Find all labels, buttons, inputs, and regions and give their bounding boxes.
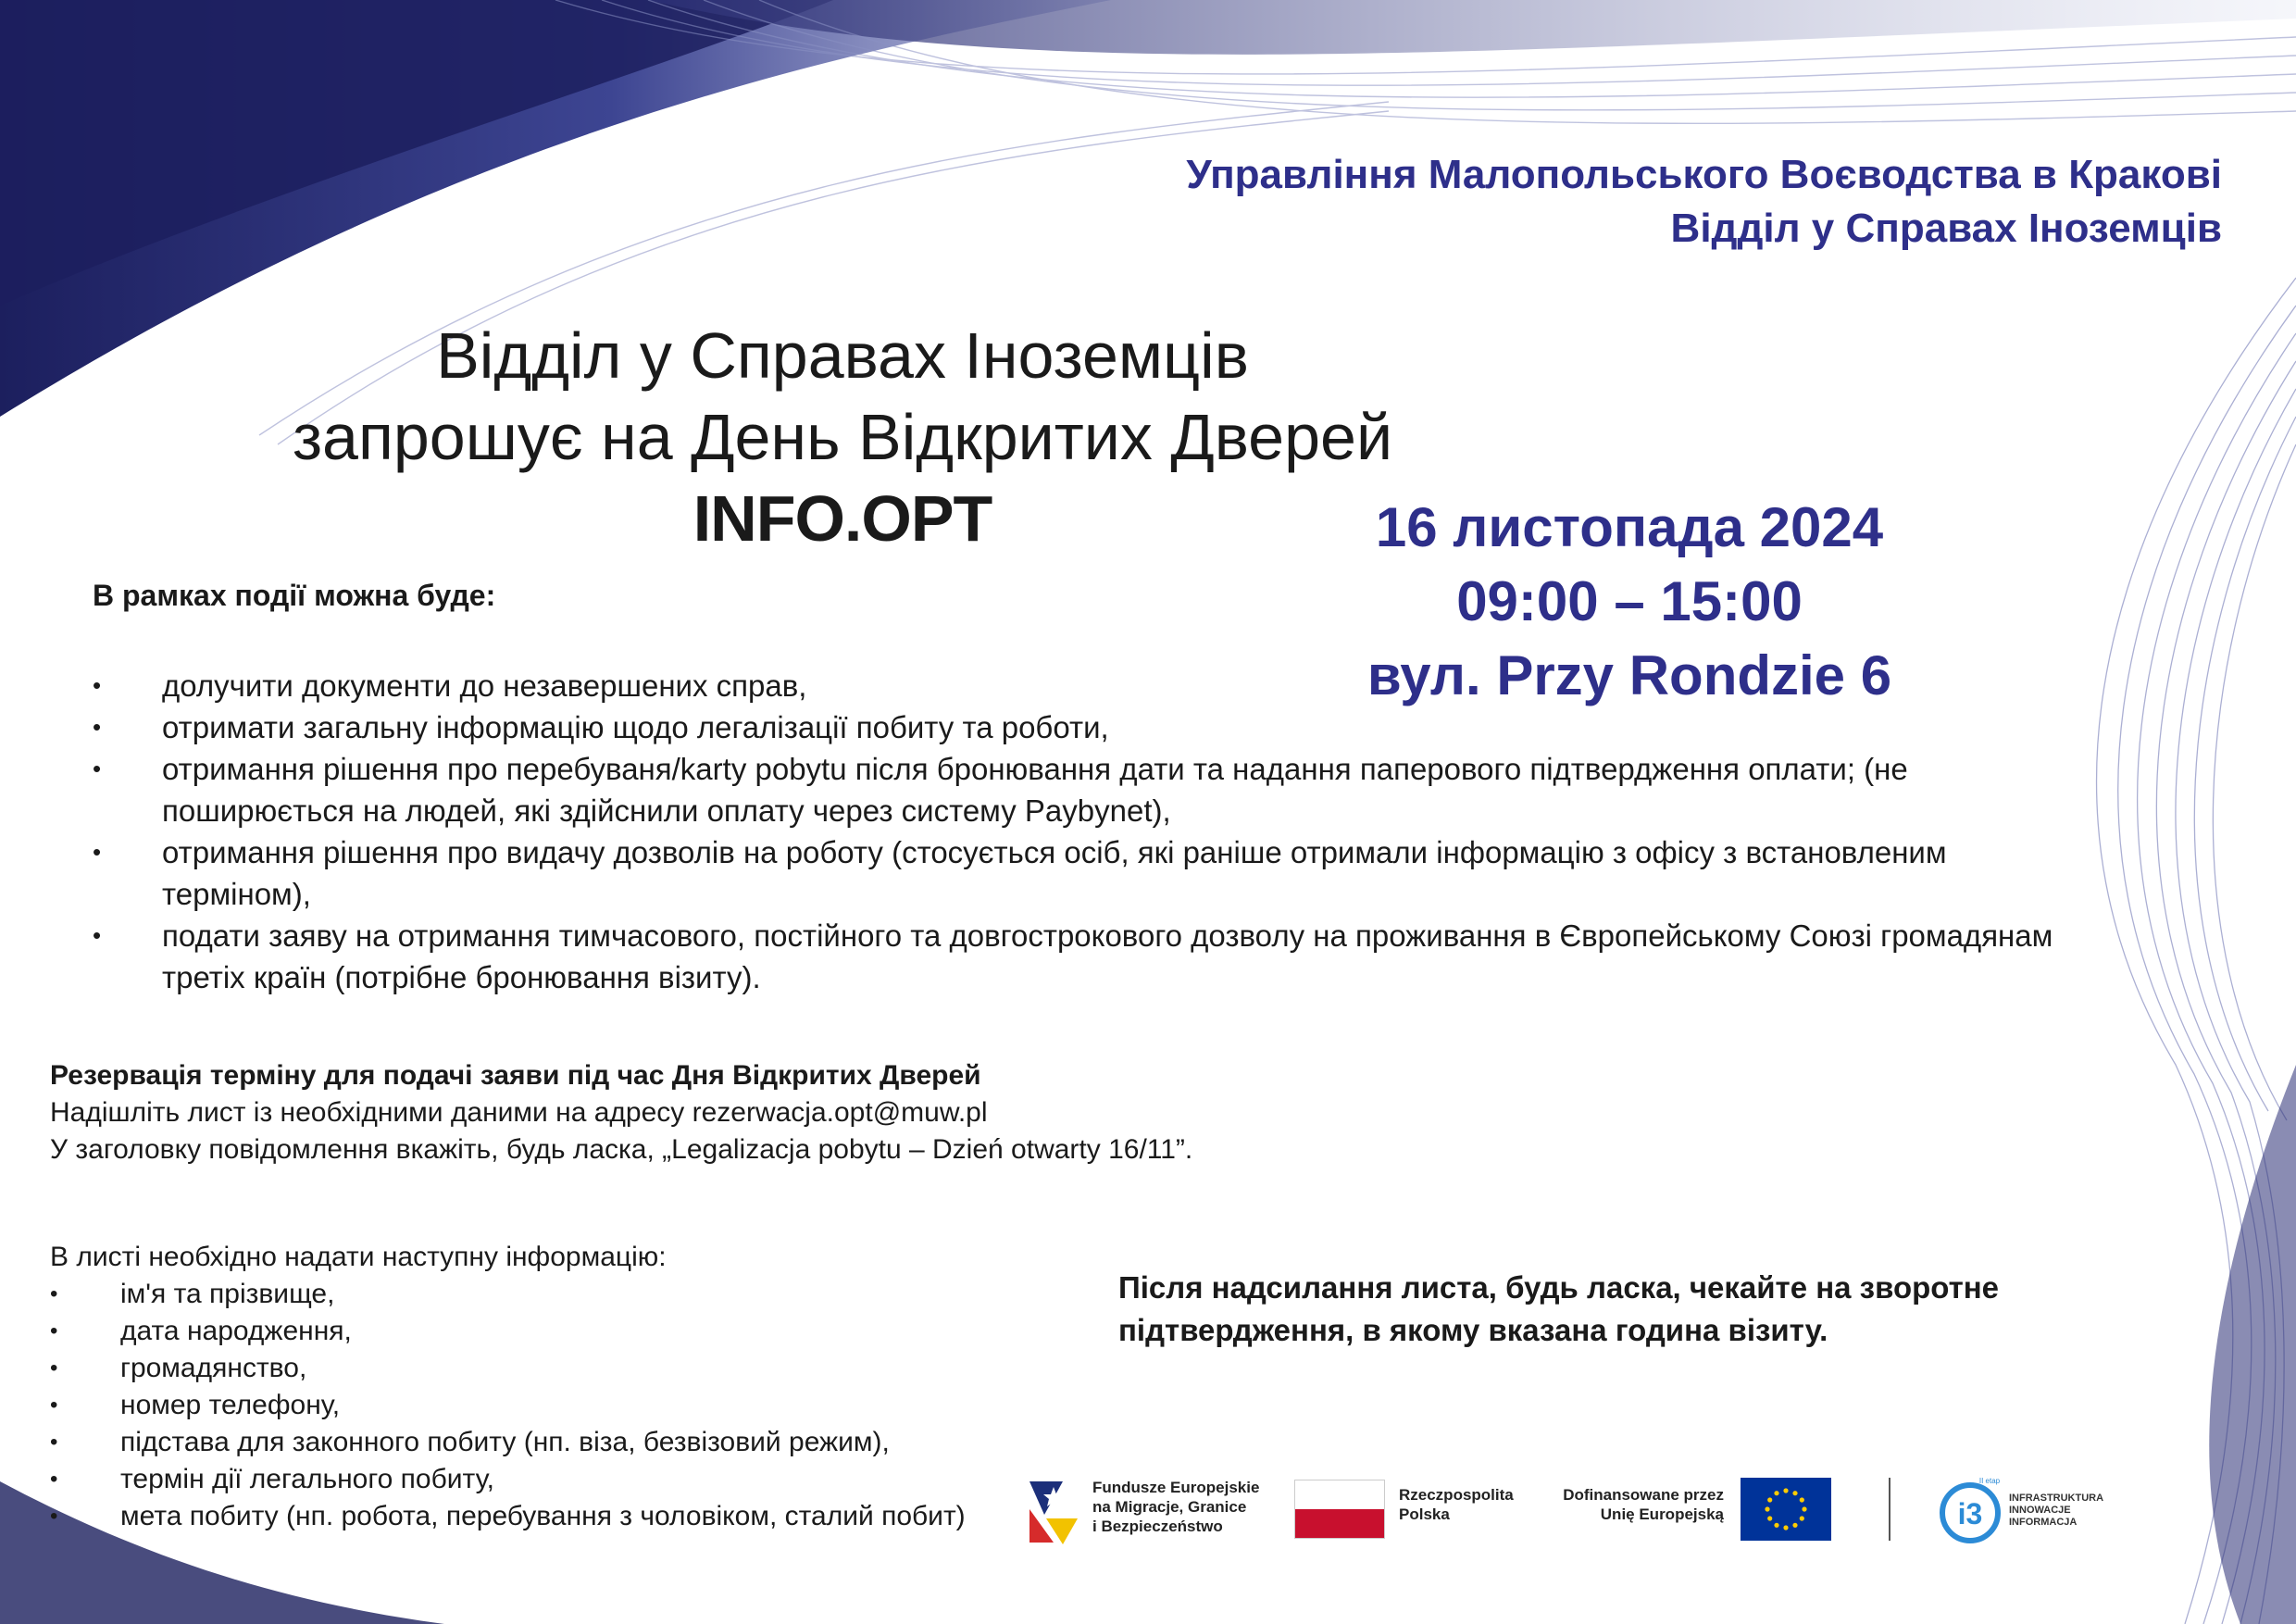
- list-item: • термін дії легального побиту,: [50, 1461, 1068, 1498]
- list-item: • номер телефону,: [50, 1387, 1068, 1424]
- list-item: • ім'я та прізвище,: [50, 1276, 1068, 1313]
- svg-text:II etap: II etap: [1978, 1477, 2001, 1485]
- svg-text:i3: i3: [1957, 1497, 1983, 1530]
- eu-funds-text: Fundusze Europejskie na Migracje, Granice i Bezpieczeństwo: [1092, 1479, 1260, 1535]
- event-time: 09:00 – 15:00: [1456, 570, 1803, 632]
- list-item: • долучити документи до незавершених справ,: [93, 665, 2092, 706]
- required-info-list: [50, 1276, 1068, 1535]
- confirmation-note: Після надсилання листа, будь ласка, чекайте на зворотне підтвердження, в якому вказана година візиту.: [1118, 1270, 2000, 1347]
- wave-right-dark: [2209, 1065, 2296, 1624]
- eu-flag-icon: [1741, 1478, 1831, 1541]
- headline-invite-text: запрошує на День Відкритих Дверей: [292, 401, 1393, 473]
- headline-line1: Відділ у Справах Іноземців: [436, 319, 1249, 392]
- organization-header: [1186, 148, 2222, 256]
- reservation-section: [50, 1057, 1346, 1168]
- list-item: • мета побиту (нп. робота, перебування з чоловіком, сталий побит): [50, 1498, 1068, 1535]
- poland-flag-icon: [1294, 1480, 1385, 1539]
- reservation-email-line: Надішліть лист із необхідними даними на адресу rezerwacja.opt@muw.pl: [50, 1097, 988, 1128]
- list-item: • підстава для законного побиту (нп. віза, безвізовий режим),: [50, 1424, 1068, 1461]
- event-date: 16 листопада 2024: [1375, 496, 1884, 558]
- i3-logo-icon: [1938, 1472, 2003, 1546]
- list-item: • громадянство,: [50, 1350, 1068, 1387]
- eu-funds-logo-icon: [1026, 1472, 1081, 1546]
- list-item: • отримання рішення про видачу дозволів на роботу (стосується осіб, які раніше отримали інформацію з офісу з встановленим терміном),: [93, 831, 2092, 915]
- eu-cofunded-text: Dofinansowane przez Unię Europejską: [1563, 1486, 1724, 1523]
- activities-intro: В рамках події можна буде:: [93, 579, 496, 612]
- list-item: • отримання рішення про перебуваня/karty pobytu після бронювання дати та надання паперового підтвердження оплати; (не поширюється на людей, які здійснили оплату через систему Paybynet),: [93, 748, 2092, 831]
- event-brand: INFO.OPT: [693, 482, 992, 555]
- activities-list: [93, 665, 2092, 998]
- org-name: Управління Малопольського Воєводства в Кракові: [1186, 152, 2222, 197]
- list-item: • дата народження,: [50, 1313, 1068, 1350]
- reservation-subject-line: У заголовку повідомлення вкажіть, будь ласка, „Legalizacja pobytu – Dzień otwarty 16/11”.: [50, 1134, 1193, 1165]
- org-department: Відділ у Справах Іноземців: [1670, 206, 2222, 251]
- reservation-title: Резервація терміну для подачі заяви під час Дня Відкритих Дверей: [50, 1060, 981, 1091]
- list-item: • подати заяву на отримання тимчасового, постійного та довгострокового дозволу на проживання в Європейському Союзі громадянам третіх країн (потрібне бронювання візиту).: [93, 915, 2092, 998]
- poland-text: Rzeczpospolita Polska: [1399, 1486, 1514, 1523]
- required-info-title: В листі необхідно надати наступну інформацію:: [50, 1242, 667, 1272]
- footer-logos: [1026, 1472, 2104, 1546]
- i3-text: INFRASTRUKTURA INNOWACJE INFORMACJA: [2009, 1493, 2104, 1528]
- list-item: • отримати загальну інформацію щодо легалізації побиту та роботи,: [93, 706, 2092, 748]
- required-info-section: [50, 1239, 1068, 1535]
- event-address: вул. Przy Rondzie 6: [1366, 644, 1892, 706]
- logo-divider: [1889, 1478, 1890, 1541]
